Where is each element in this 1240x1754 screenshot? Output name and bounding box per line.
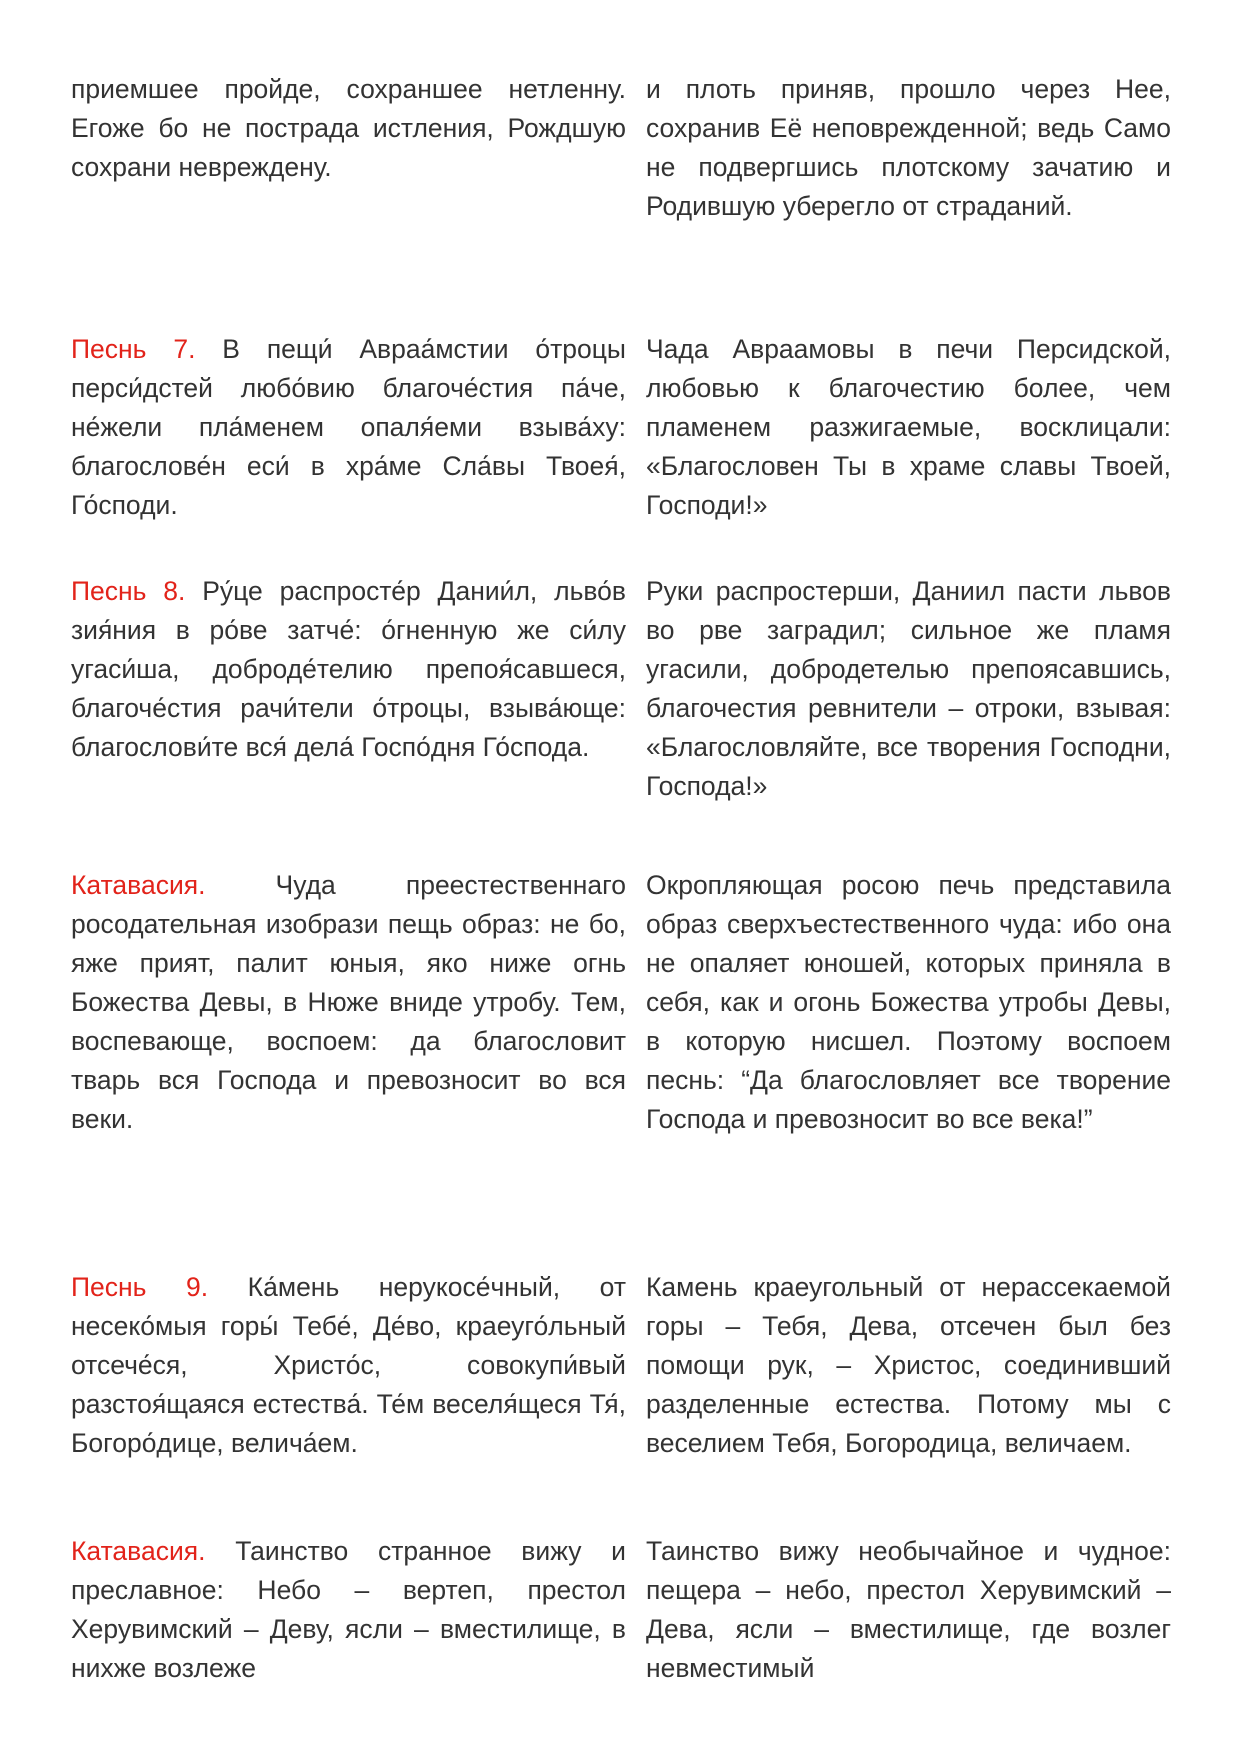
section-label: Песнь 8.: [71, 576, 186, 606]
translation-text: Камень краеугольный от нерассекаемой горы – Тебя, Дева, отсечен был без помощи рук, – Христос, соединивший разделенные естества. Потому мы с веселием Тебя, Богородица, величаем.: [646, 1272, 1171, 1458]
church-text: Чуда преестественнаго росодательная изобрази пещь образ: не бо, яже прият, палит юныя, яко ниже огнь Божества Девы, в Нюже вниде утробу. Тем, воспевающе, воспоем: да благословит тварь вся Господа и превозносит во вся веки.: [71, 870, 626, 1134]
translation-text: Руки распростерши, Даниил пасти львов во рве заградил; сильное же пламя угасили, добродетелью препоясавшись, благочестия ревнители – отроки, взывая: «Благословляйте, все творения Господни, Господа!»: [646, 576, 1171, 801]
russian-translation: [646, 866, 1171, 1268]
russian-translation: [646, 572, 1171, 866]
church-slavonic-text: [71, 1268, 626, 1532]
church-slavonic-text: [71, 330, 626, 572]
russian-translation: [646, 70, 1171, 330]
translation-text: Таинство вижу необычайное и чудное: пещера – небо, престол Херувимский – Дева, ясли – вместилище, где возлег невместимый: [646, 1536, 1171, 1683]
section-label: Песнь 9.: [71, 1272, 209, 1302]
section-row: [71, 572, 1171, 866]
document-page: [71, 70, 1171, 1732]
section-row: [71, 866, 1171, 1268]
church-slavonic-text: [71, 70, 626, 330]
section-row: [71, 1532, 1171, 1732]
church-text: приемшее пройде, сохраншее нетленну. Егоже бо не пострада истления, Рождшую сохрани невреждену.: [71, 74, 626, 182]
church-slavonic-text: [71, 866, 626, 1268]
section-row: [71, 1268, 1171, 1532]
translation-text: Чада Авраамовы в печи Персидской, любовью к благочестию более, чем пламенем разжигаемые, восклицали: «Благословен Ты в храме славы Твоей, Господи!»: [646, 334, 1171, 520]
russian-translation: [646, 330, 1171, 572]
section-row: [71, 70, 1171, 330]
russian-translation: [646, 1532, 1171, 1732]
church-text: В пещи́ Авраа́мстии о́троцы перси́дстей любо́вию благоче́стия па́че, не́жели пла́менем опаля́еми взыва́ху: благослове́н еси́ в хра́ме Сла́вы Твоея́, Го́споди.: [71, 334, 626, 520]
church-text: Таинство странное вижу и преславное: Небо – вертеп, престол Херувимский – Деву, ясли – вместилище, в нихже возлеже: [71, 1536, 626, 1683]
church-slavonic-text: [71, 1532, 626, 1732]
church-text: Ка́мень нерукосе́чный, от несеко́мыя горы́ Тебе́, Де́во, краеуго́льный отсече́ся, Христо́с, совокупи́вый разстоя́щаяся естества́. Те́м веселя́щеся Тя́, Богоро́дице, велича́ем.: [71, 1272, 626, 1458]
section-label: Песнь 7.: [71, 334, 196, 364]
section-row: [71, 330, 1171, 572]
church-text: Ру́це распросте́р Дании́л, льво́в зия́ния в ро́ве затче́: о́гненную же си́лу угаси́ша, доброде́телию препоя́савшеся, благоче́стия рачи́тели о́троцы, взыва́юще: благослови́те вся́ дела́ Госпо́дня Го́спода.: [71, 576, 626, 762]
section-label: Катавасия.: [71, 1536, 206, 1566]
translation-text: и плоть приняв, прошло через Нее, сохранив Её неповрежденной; ведь Само не подвергшись плотскому зачатию и Родившую уберегло от страданий.: [646, 74, 1171, 221]
church-slavonic-text: [71, 572, 626, 866]
section-label: Катавасия.: [71, 870, 206, 900]
translation-text: Окропляющая росою печь представила образ сверхъестественного чуда: ибо она не опаляет юношей, которых приняла в себя, как и огонь Божества утробы Девы, в которую нисшел. Поэтому воспоем песнь: “Да благословляет все творение Господа и превозносит во все века!”: [646, 870, 1171, 1134]
russian-translation: [646, 1268, 1171, 1532]
